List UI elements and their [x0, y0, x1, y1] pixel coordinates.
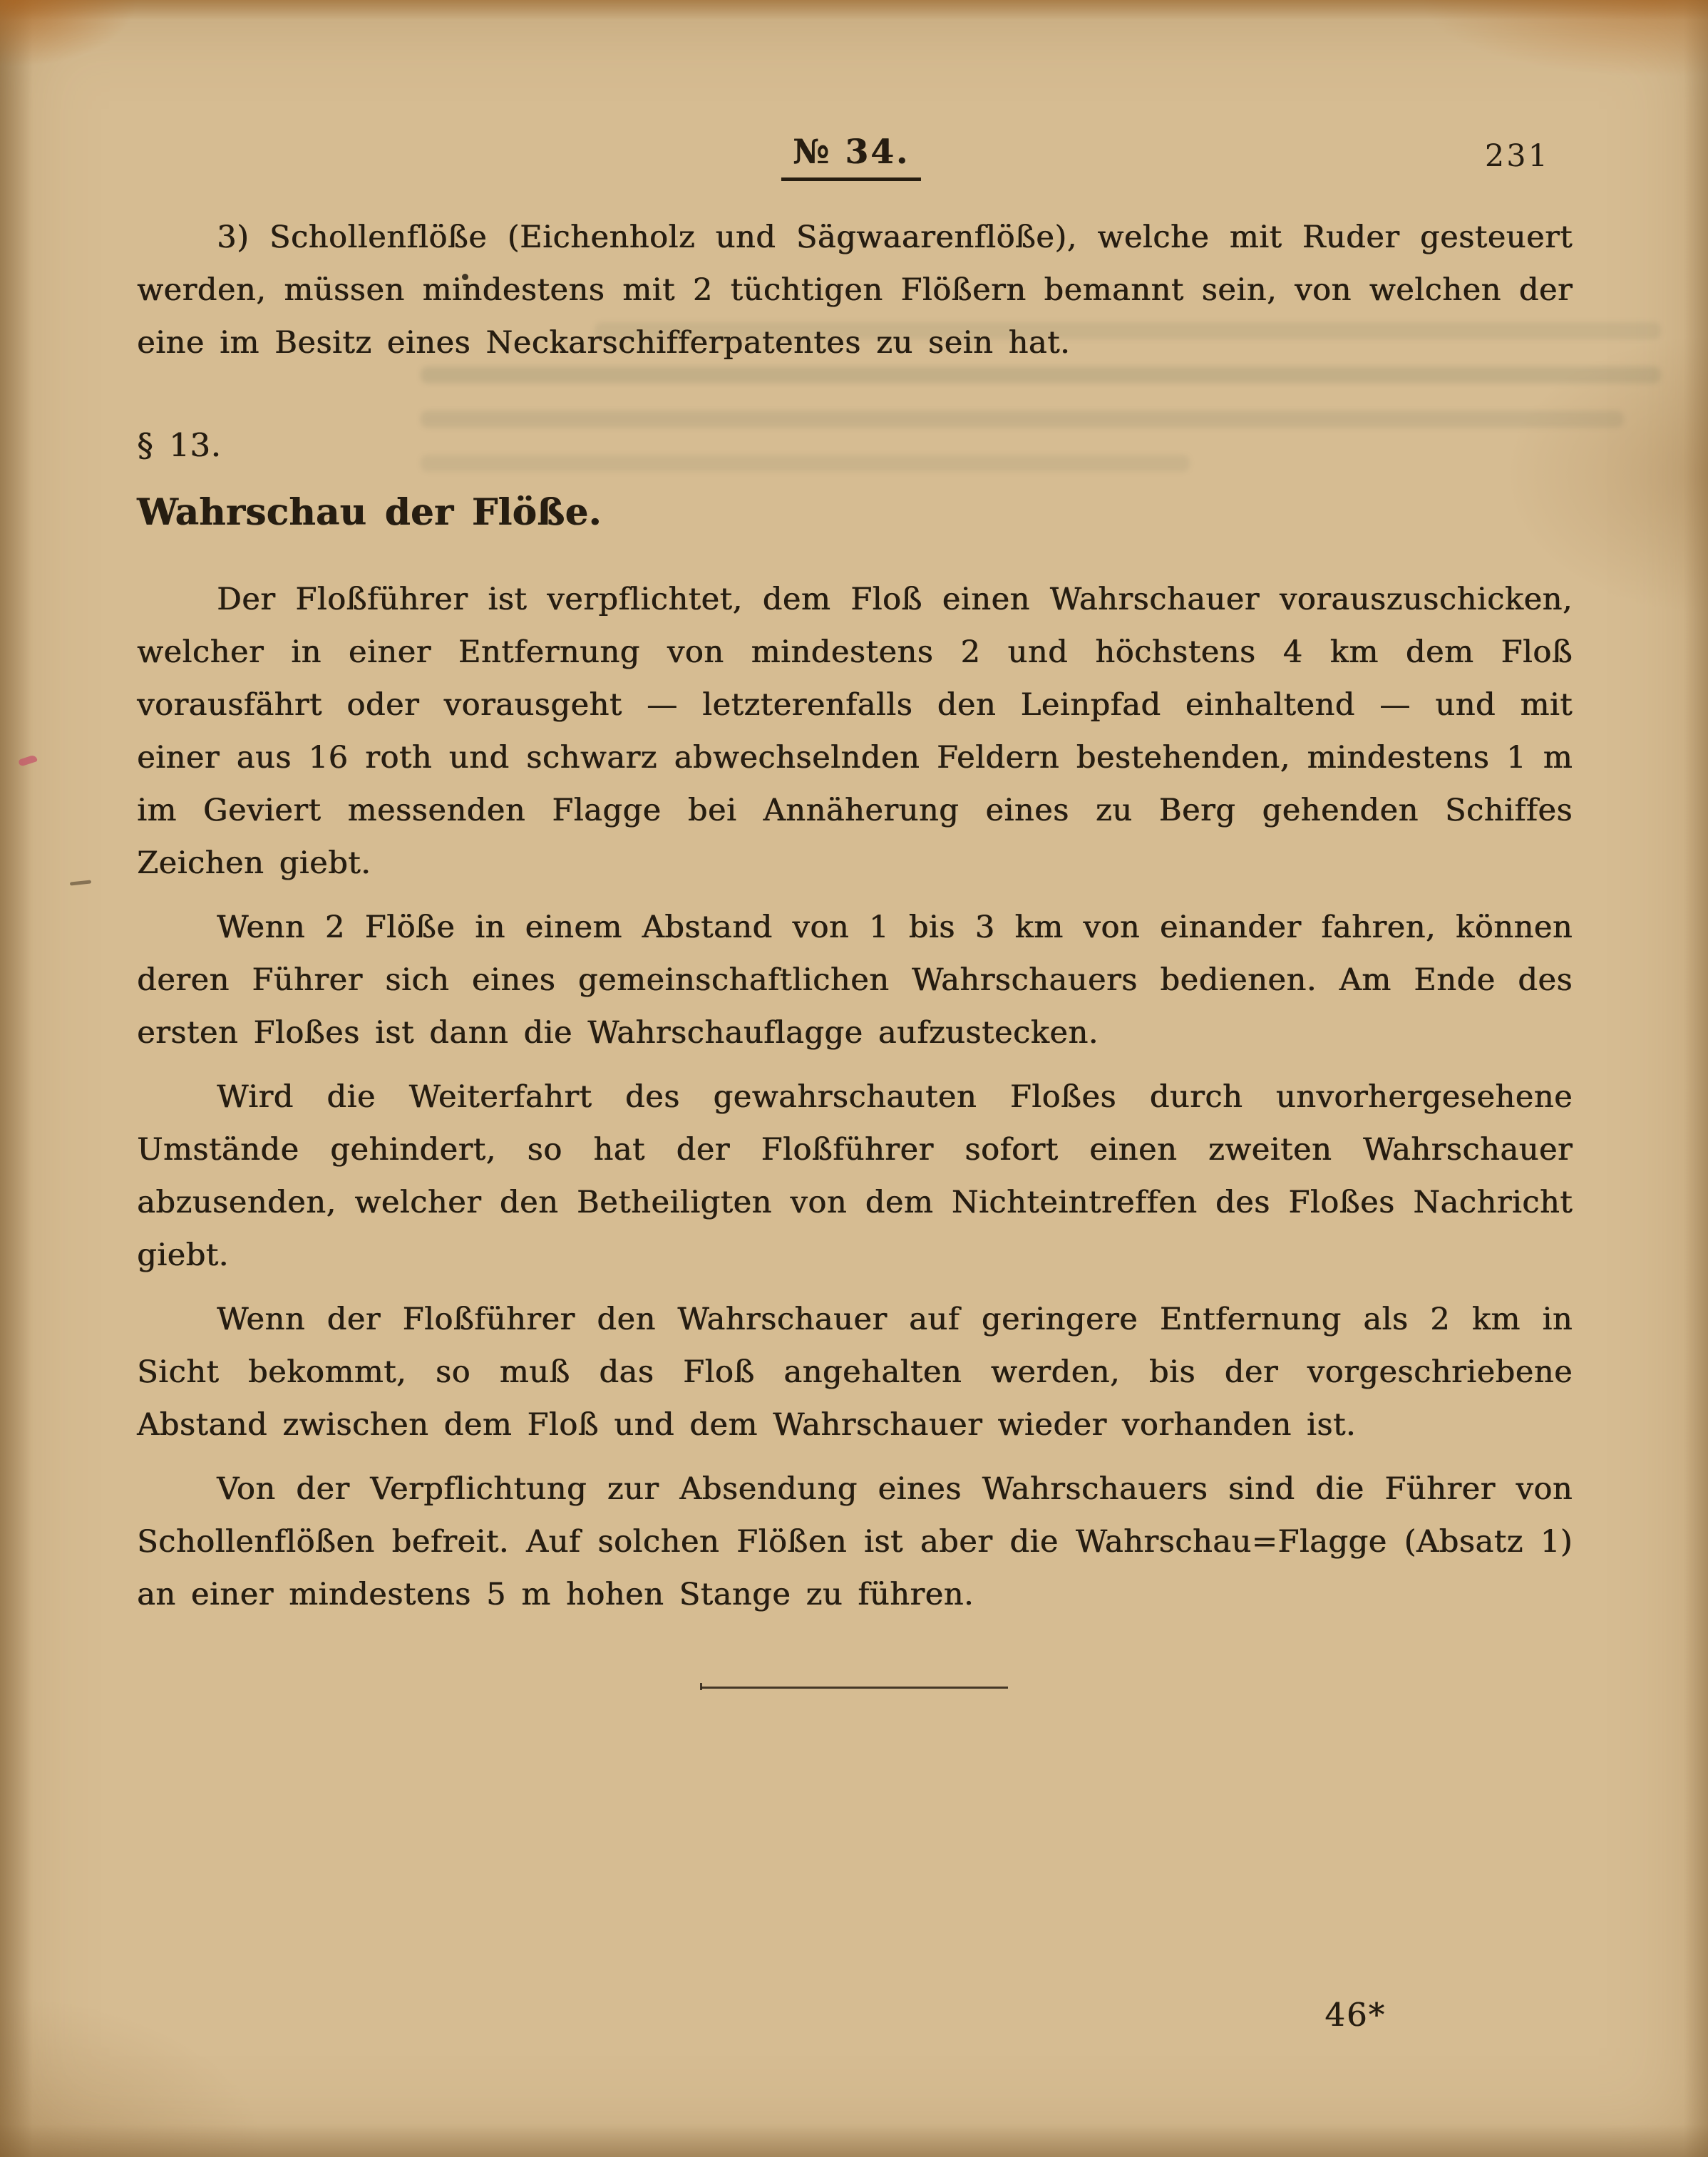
section-title: Wahrschau der Flöße. — [137, 491, 602, 534]
paragraph: Wenn 2 Flöße in einem Abstand von 1 bis 3 km von einander fahren, können deren Führer sich eines gemeinschaftlichen Wahrschauers bedienen. Am Ende des ersten Floßes ist dann die Wahrschauflagge aufzustecken. — [137, 910, 1573, 1051]
section-end-rule — [701, 1687, 1008, 1689]
printers-signature-mark: 46* — [1324, 1996, 1386, 2034]
document-body — [137, 211, 1573, 1689]
page-number: 231 — [1484, 138, 1550, 174]
paragraph: Wenn der Floßführer den Wahrschauer auf geringere Entfernung als 2 km in Sicht bekommt, so muß das Floß angehalten werden, bis der vorgeschriebene Abstand zwischen dem Floß und dem Wahrschauer wieder vorhanden ist. — [137, 1302, 1573, 1443]
paragraph: Der Floßführer ist verpflichtet, dem Floß einen Wahrschauer vorauszuschicken, welcher in einer Entfernung von mindestens 2 und höchstens 4 km dem Floß vorausfährt oder vorausgeht — letzterenfalls den Leinpfad einhaltend — und mit einer aus 16 roth und schwarz abwechselnden Feldern bestehenden, mindestens 1 m im Geviert messenden Flagge bei Annäherung eines zu Berg gehenden Schiffes Zeichen giebt. — [137, 582, 1573, 881]
paragraph: Von der Verpflichtung zur Absendung eines Wahrschauers sind die Führer von Schollenflößen befreit. Auf solchen Flößen ist aber die Wahrschau=Flagge (Absatz 1) an einer mindestens 5 m hohen Stange zu führen. — [137, 1471, 1573, 1612]
issue-number: № 34. — [781, 133, 921, 181]
page-header — [0, 133, 1708, 197]
paragraph: Wird die Weiterfahrt des gewahrschauten Floßes durch unvorhergesehene Umstände gehindert, so hat der Floßführer sofort einen zweiten Wahrschauer abzusenden, welcher den Betheiligten von dem Nichteintreffen des Floßes Nachricht giebt. — [137, 1079, 1573, 1273]
pencil-margin-dash — [70, 880, 91, 885]
section-number: § 13. — [137, 426, 222, 464]
red-margin-mark — [18, 754, 38, 767]
list-item-3: 3) Schollenflöße (Eichenholz und Sägwaarenflöße), welche mit Ruder gesteuert werden, müssen mindestens mit 2 tüchtigen Flößern bemannt sein, von welchen der eine im Besitz eines Neckarschifferpatentes zu sein hat. — [137, 220, 1573, 361]
section-heading — [137, 419, 1573, 539]
